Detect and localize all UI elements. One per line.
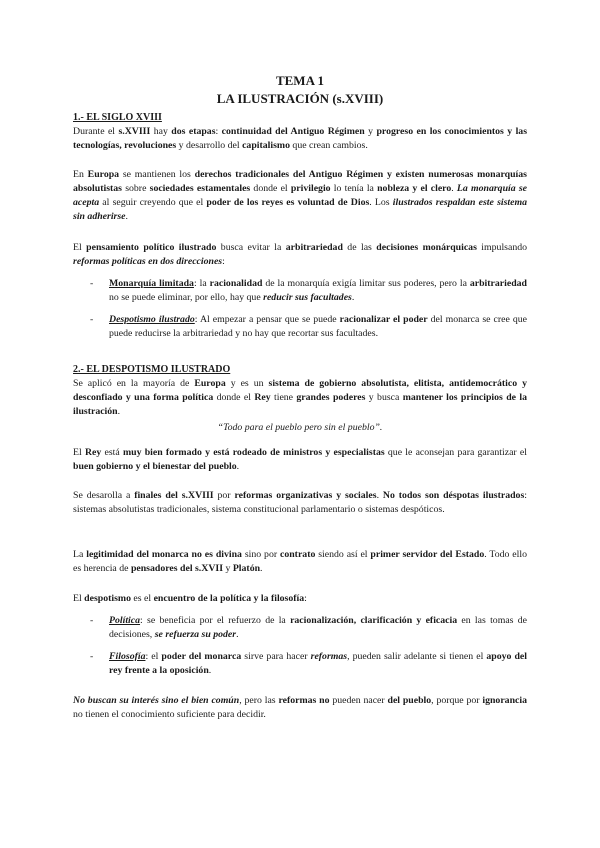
section-1-heading: 1.- EL SIGLO XVIII: [73, 112, 162, 123]
s2-paragraph-1: Se aplicó en la mayoría de Europa y es un sistema de gobierno absolutista, elitista, antidemocrático y desconfiado y una forma política donde el Rey tiene grandes poderes y busca mantener los principios de la ilustración.: [73, 378, 527, 417]
s2-paragraph-5: El despotismo es el encuentro de la política y la filosofía:: [73, 593, 307, 604]
s2-quote: “Todo para el pueblo pero sin el pueblo”.: [217, 422, 383, 433]
s1-paragraph-1: Durante el s.XVIII hay dos etapas: continuidad del Antiguo Régimen y progreso en los conocimientos y las tecnologías, revoluciones y desarrollo del capitalismo que crean cambios.: [73, 126, 528, 151]
s1-paragraph-3: El pensamiento político ilustrado busca evitar la arbitrariedad de las decisiones monárquicas impulsando reformas políticas en dos direcciones:: [73, 242, 528, 267]
s2-paragraph-3: Se desarolla a finales del s.XVIII por reformas organizativas y sociales. No todos son déspotas ilustrados: sistemas absolutistas tradicionales, sistema constitucional parlamentario o sistemas despóticos.: [73, 490, 528, 515]
s2-paragraph-6: No buscan su interés sino el bien común, pero las reformas no pueden nacer del pueblo, porque por ignorancia no tienen el conocimiento suficiente para decidir.: [73, 695, 527, 720]
doc-subtitle: LA ILUSTRACIÓN (s.XVIII): [216, 91, 384, 106]
s1-paragraph-2: En Europa se mantienen los derechos tradicionales del Antiguo Régimen y existen numerosas monarquías absolutistas sobre sociedades estamentales donde el privilegio lo tenía la nobleza y el clero. La monarquía se acepta al seguir creyendo que el poder de los reyes es voluntad de Dios. Los ilustrados respaldan este sistema sin adherirse.: [73, 169, 528, 222]
document-page: TEMA 1 LA ILUSTRACIÓN (s.XVIII) 1.- EL SIGLO XVIII Durante el s.XVIII hay dos etapas: continuidad del Antiguo Régimen y progreso en los conocimientos y las tecnologías, revoluciones y desarrollo del capitalismo que crean cambios. En Europa se mantienen los derechos tradicionales del Antiguo Régimen y existen numerosas monarquías absolutistas sobre sociedades estamentales donde el privilegio lo tenía la nobleza y el clero. La monarquía se acepta al seguir creyendo que el poder de los reyes es voluntad de Dios. Los ilustrados respaldan este sistema sin adherirse. El pensamiento político ilustrado busca evitar la arbitrariedad de las decisiones monárquicas impulsando reformas políticas en dos direcciones: - Monarquía limitada: la racionalidad de la monarquía exigía limitar sus poderes, pero la arbitrariedad no se puede eliminar, por ello, hay que reducir sus facultades. - Despotismo ilustrado: Al empezar a pensar que se puede racionalizar el poder del monarca se cree que puede reducirse la arbitrariedad y no hay que recortar sus facultades. 2.- EL DESPOTISMO ILUSTRADO Se aplicó en la mayoría de Europa y es un sistema de gobierno absolutista, elitista, antidemocrático y desconfiado y una forma política donde el Rey tiene grandes poderes y busca mantener los principios de la ilustración. “Todo para el pueblo pero sin el pueblo”. El Rey está muy bien formado y está rodeado de ministros y especialistas que le aconsejan para garantizar el buen gobierno y el bienestar del pueblo. Se desarolla a finales del s.XVIII por reformas organizativas y sociales. No todos son déspotas ilustrados: sistemas absolutistas tradicionales, sistema constitucional parlamentario o sistemas despóticos. La legitimidad del monarca no es divina sino por contrato siendo así el primer servidor del Estado. Todo ello es herencia de pensadores del s.XVII y Platón. El despotismo es el encuentro de la política y la filosofía: - Política: se beneficia por el refuerzo de la racionalización, clarificación y eficacia en las tomas de decisiones, se refuerza su poder. - Filosofía: el poder del monarca sirve para hacer reformas, pueden salir adelante si tienen el apoyo del rey frente a la oposición. No buscan su interés sino el bien común, pero las reformas no pueden nacer del pueblo, porque por ignorancia no tienen el conocimiento suficiente para decidir.: [0, 0, 600, 848]
doc-title: TEMA 1: [275, 73, 325, 88]
s2-paragraph-2: El Rey está muy bien formado y está rodeado de ministros y especialistas que le aconsejan para garantizar el buen gobierno y el bienestar del pueblo.: [73, 447, 527, 472]
s2-paragraph-4: La legitimidad del monarca no es divina sino por contrato siendo así el primer servidor del Estado. Todo ello es herencia de pensadores del s.XVII y Platón.: [73, 549, 527, 574]
section-2-heading: 2.- EL DESPOTISMO ILUSTRADO: [73, 364, 231, 375]
